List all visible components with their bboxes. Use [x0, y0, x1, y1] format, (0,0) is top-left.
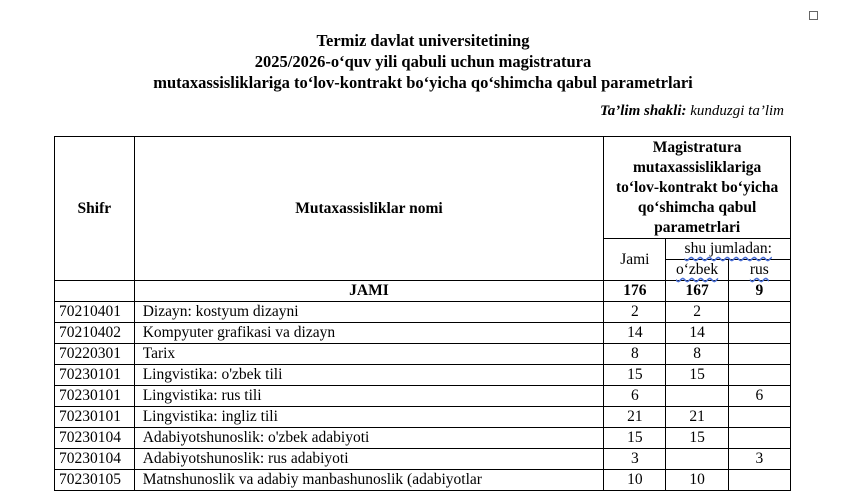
cell-code: 70210402 — [55, 323, 135, 344]
admission-table — [54, 136, 791, 491]
cell-uzbek: 21 — [666, 407, 728, 428]
cell-name: Lingvistika: ingliz tili — [134, 407, 604, 428]
table-row — [55, 470, 791, 491]
header-uzbek-text: o‘zbek — [676, 261, 719, 278]
table-row — [55, 449, 791, 470]
table-row — [55, 302, 791, 323]
cell-name: Dizayn: kostyum dizayni — [134, 302, 604, 323]
cell-code: 70230104 — [55, 428, 135, 449]
cell-russian — [728, 470, 790, 491]
cell-uzbek — [666, 449, 728, 470]
header-russian-text: rus — [749, 261, 769, 278]
cell-russian — [728, 302, 790, 323]
header-including — [666, 239, 791, 260]
cell-code: 70230105 — [55, 470, 135, 491]
cell-total: 6 — [604, 386, 666, 407]
cell-uzbek: 15 — [666, 428, 728, 449]
title-line-1: Termiz davlat universitetining — [316, 31, 530, 50]
cell-name: Kompyuter grafikasi va dizayn — [134, 323, 604, 344]
cell-code: 70230104 — [55, 449, 135, 470]
resize-handle[interactable] — [809, 11, 818, 20]
education-form-label: Ta’lim shakli: — [599, 103, 687, 119]
education-form — [600, 103, 784, 120]
cell-uzbek: 15 — [666, 365, 728, 386]
header-total: Jami — [604, 239, 666, 281]
cell-uzbek: 2 — [666, 302, 728, 323]
education-form-value: kunduzgi ta’lim — [690, 103, 784, 119]
header-including-text: shu jumladan: — [684, 240, 772, 257]
table-row — [55, 386, 791, 407]
title-line-3: mutaxassisliklariga to‘lov-kontrakt bo‘yicha qo‘shimcha qabul parametrlari — [153, 73, 693, 92]
cell-uzbek — [666, 386, 728, 407]
cell-code: 70230101 — [55, 386, 135, 407]
cell-code: 70230101 — [55, 407, 135, 428]
cell-uzbek: 8 — [666, 344, 728, 365]
table-row — [55, 323, 791, 344]
table-row — [55, 365, 791, 386]
header-code: Shifr — [55, 137, 135, 281]
summary-uzbek: 167 — [666, 281, 728, 302]
cell-name: Adabiyotshunoslik: rus adabiyoti — [134, 449, 604, 470]
table-row — [55, 428, 791, 449]
cell-russian — [728, 344, 790, 365]
cell-total: 15 — [604, 428, 666, 449]
cell-russian — [728, 323, 790, 344]
cell-total: 3 — [604, 449, 666, 470]
cell-total: 15 — [604, 365, 666, 386]
cell-name: Matnshunoslik va adabiy manbashunoslik (adabiyotlar — [134, 470, 604, 491]
cell-total: 10 — [604, 470, 666, 491]
cell-uzbek: 14 — [666, 323, 728, 344]
cell-code: 70220301 — [55, 344, 135, 365]
cell-russian — [728, 428, 790, 449]
header-params: Magistratura mutaxassisliklariga to‘lov-kontrakt bo‘yicha qo‘shimcha qabul parametrlari — [604, 137, 791, 239]
table-row — [55, 407, 791, 428]
cell-code: 70230101 — [55, 365, 135, 386]
header-russian — [728, 260, 790, 281]
cell-total: 8 — [604, 344, 666, 365]
cell-russian: 3 — [728, 449, 790, 470]
cell-total: 2 — [604, 302, 666, 323]
summary-total: 176 — [604, 281, 666, 302]
cell-russian: 6 — [728, 386, 790, 407]
cell-total: 21 — [604, 407, 666, 428]
header-name: Mutaxassisliklar nomi — [134, 137, 604, 281]
cell-name: Adabiyotshunoslik: o'zbek adabiyoti — [134, 428, 604, 449]
cell-uzbek: 10 — [666, 470, 728, 491]
header-uzbek — [666, 260, 728, 281]
summary-russian: 9 — [728, 281, 790, 302]
cell-russian — [728, 365, 790, 386]
cell-name: Tarix — [134, 344, 604, 365]
cell-total: 14 — [604, 323, 666, 344]
table-row — [55, 344, 791, 365]
cell-name: Lingvistika: o'zbek tili — [134, 365, 604, 386]
summary-code — [55, 281, 135, 302]
cell-russian — [728, 407, 790, 428]
cell-name: Lingvistika: rus tili — [134, 386, 604, 407]
summary-label: JAMI — [134, 281, 604, 302]
title-line-2: 2025/2026-o‘quv yili qabuli uchun magistratura — [254, 52, 592, 71]
summary-row — [55, 281, 791, 302]
cell-code: 70210401 — [55, 302, 135, 323]
